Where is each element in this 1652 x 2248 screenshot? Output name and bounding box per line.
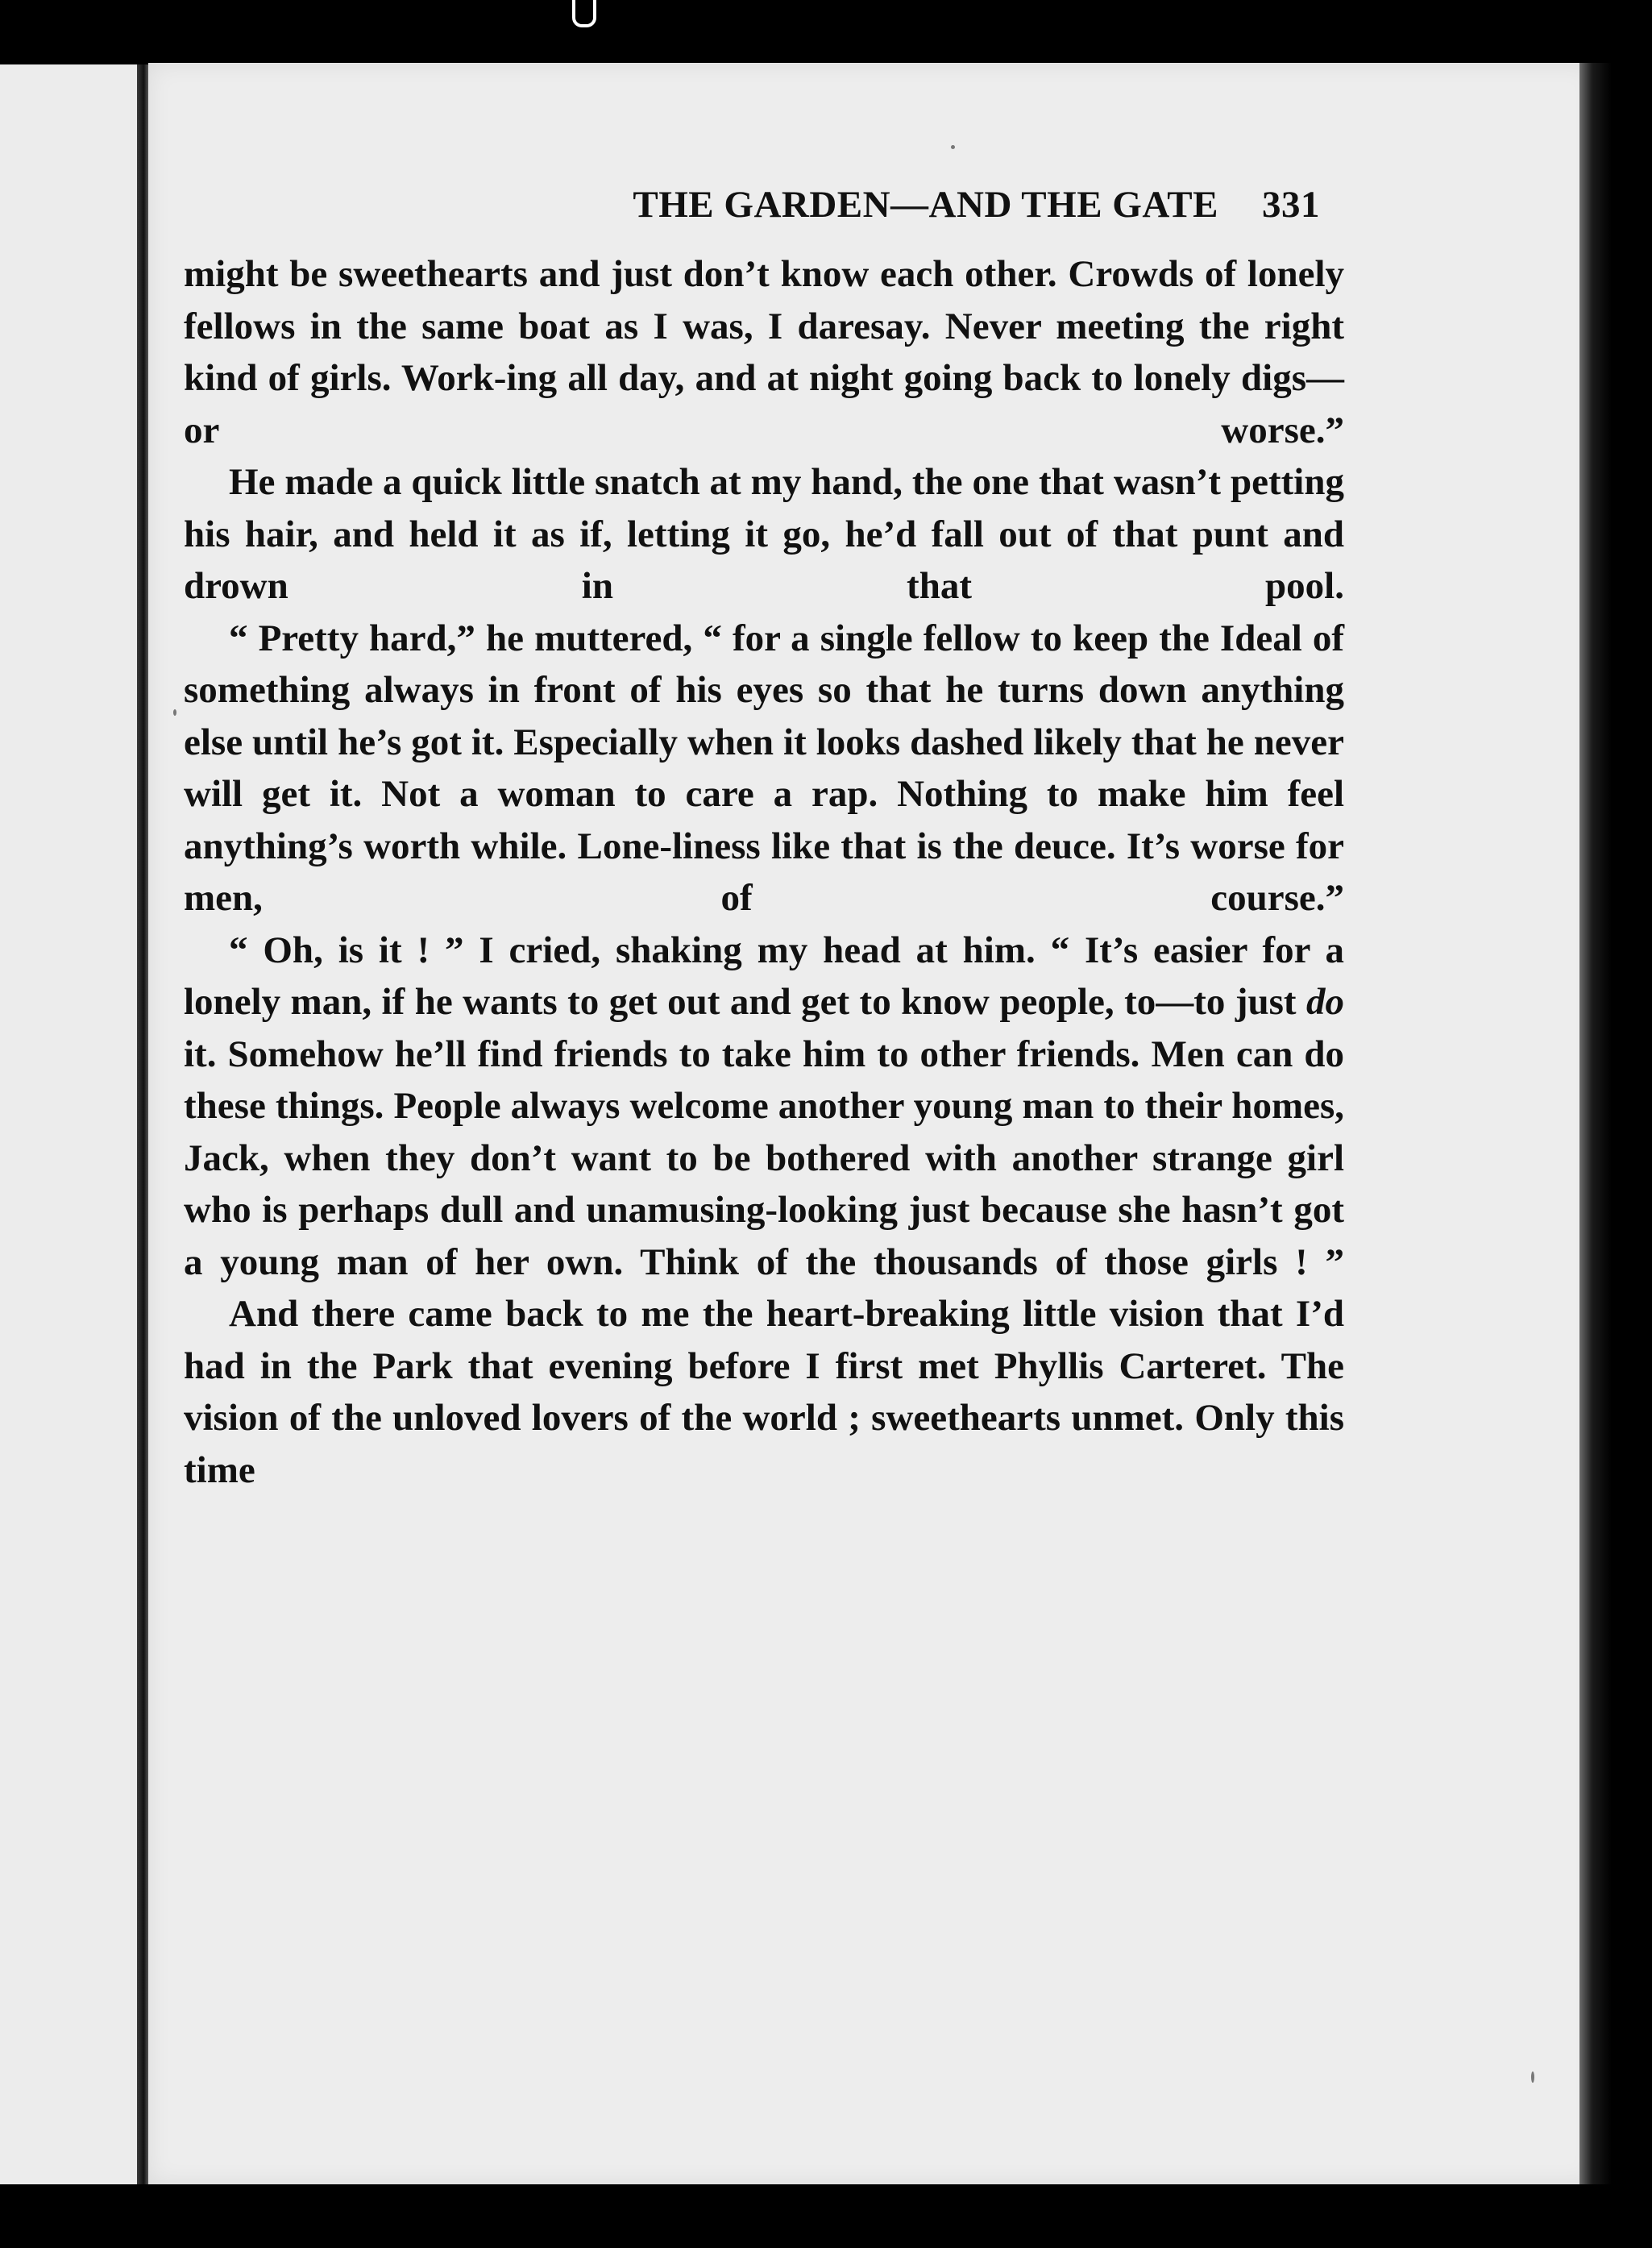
scan-artifact xyxy=(572,0,596,27)
facing-page-edge xyxy=(0,64,143,2184)
dust-speck xyxy=(951,145,955,149)
paragraph xyxy=(184,925,1344,1289)
paragraph-text: it. Somehow he’ll find friends to take him to other friends. Men can do these things. People always welcome another young man to their homes, Jack, when they don’t want to be bothered with another strange girl who is perhaps dull and unamusing-looking just because she hasn’t got a young man of her own. Think of the thousands of those girls ! ” xyxy=(184,1033,1344,1283)
paragraph: And there came back to me the heart-breaking little vision that I’d had in the Park that evening before I first met Phyllis Carteret. The vision of the unloved lovers of the world ; sweethearts unmet. Only this time xyxy=(184,1293,1344,1491)
running-head xyxy=(184,179,1320,248)
page-text xyxy=(184,179,1344,1496)
dust-speck xyxy=(173,709,176,716)
running-head-title: THE GARDEN—AND THE GATE xyxy=(633,184,1218,226)
dust-speck xyxy=(1531,2071,1534,2083)
page-number: 331 xyxy=(1262,184,1320,226)
emphasis: do xyxy=(1306,981,1344,1023)
paragraph: He made a quick little snatch at my hand, the one that wasn’t petting his hair, and held it as if, letting it go, he’d fall out of that punt and drown in that pool. xyxy=(184,461,1344,607)
paragraph-continued: might be sweethearts and just don’t know each other. Crowds of lonely fellows in the same boat as I was, I daresay. Never meeting the right kind of girls. Work-ing all day, and at night going back to lonely digs—or worse.” xyxy=(184,253,1344,451)
page-right-edge xyxy=(1579,63,1612,2184)
gutter-shadow xyxy=(137,64,148,2184)
paragraph-text: “ Oh, is it ! ” I cried, shaking my head at him. “ It’s easier for a lonely man, if he wants to get out and get to know people, to—to just xyxy=(184,929,1344,1023)
paragraph: “ Pretty hard,” he muttered, “ for a single fellow to keep the Ideal of something always in front of his eyes so that he turns down anything else until he’s got it. Especially when it looks dashed likely that he never will get it. Not a woman to care a rap. Nothing to make him feel anything’s worth while. Lone-liness like that is the deuce. It’s worse for men, of course.” xyxy=(184,617,1344,919)
